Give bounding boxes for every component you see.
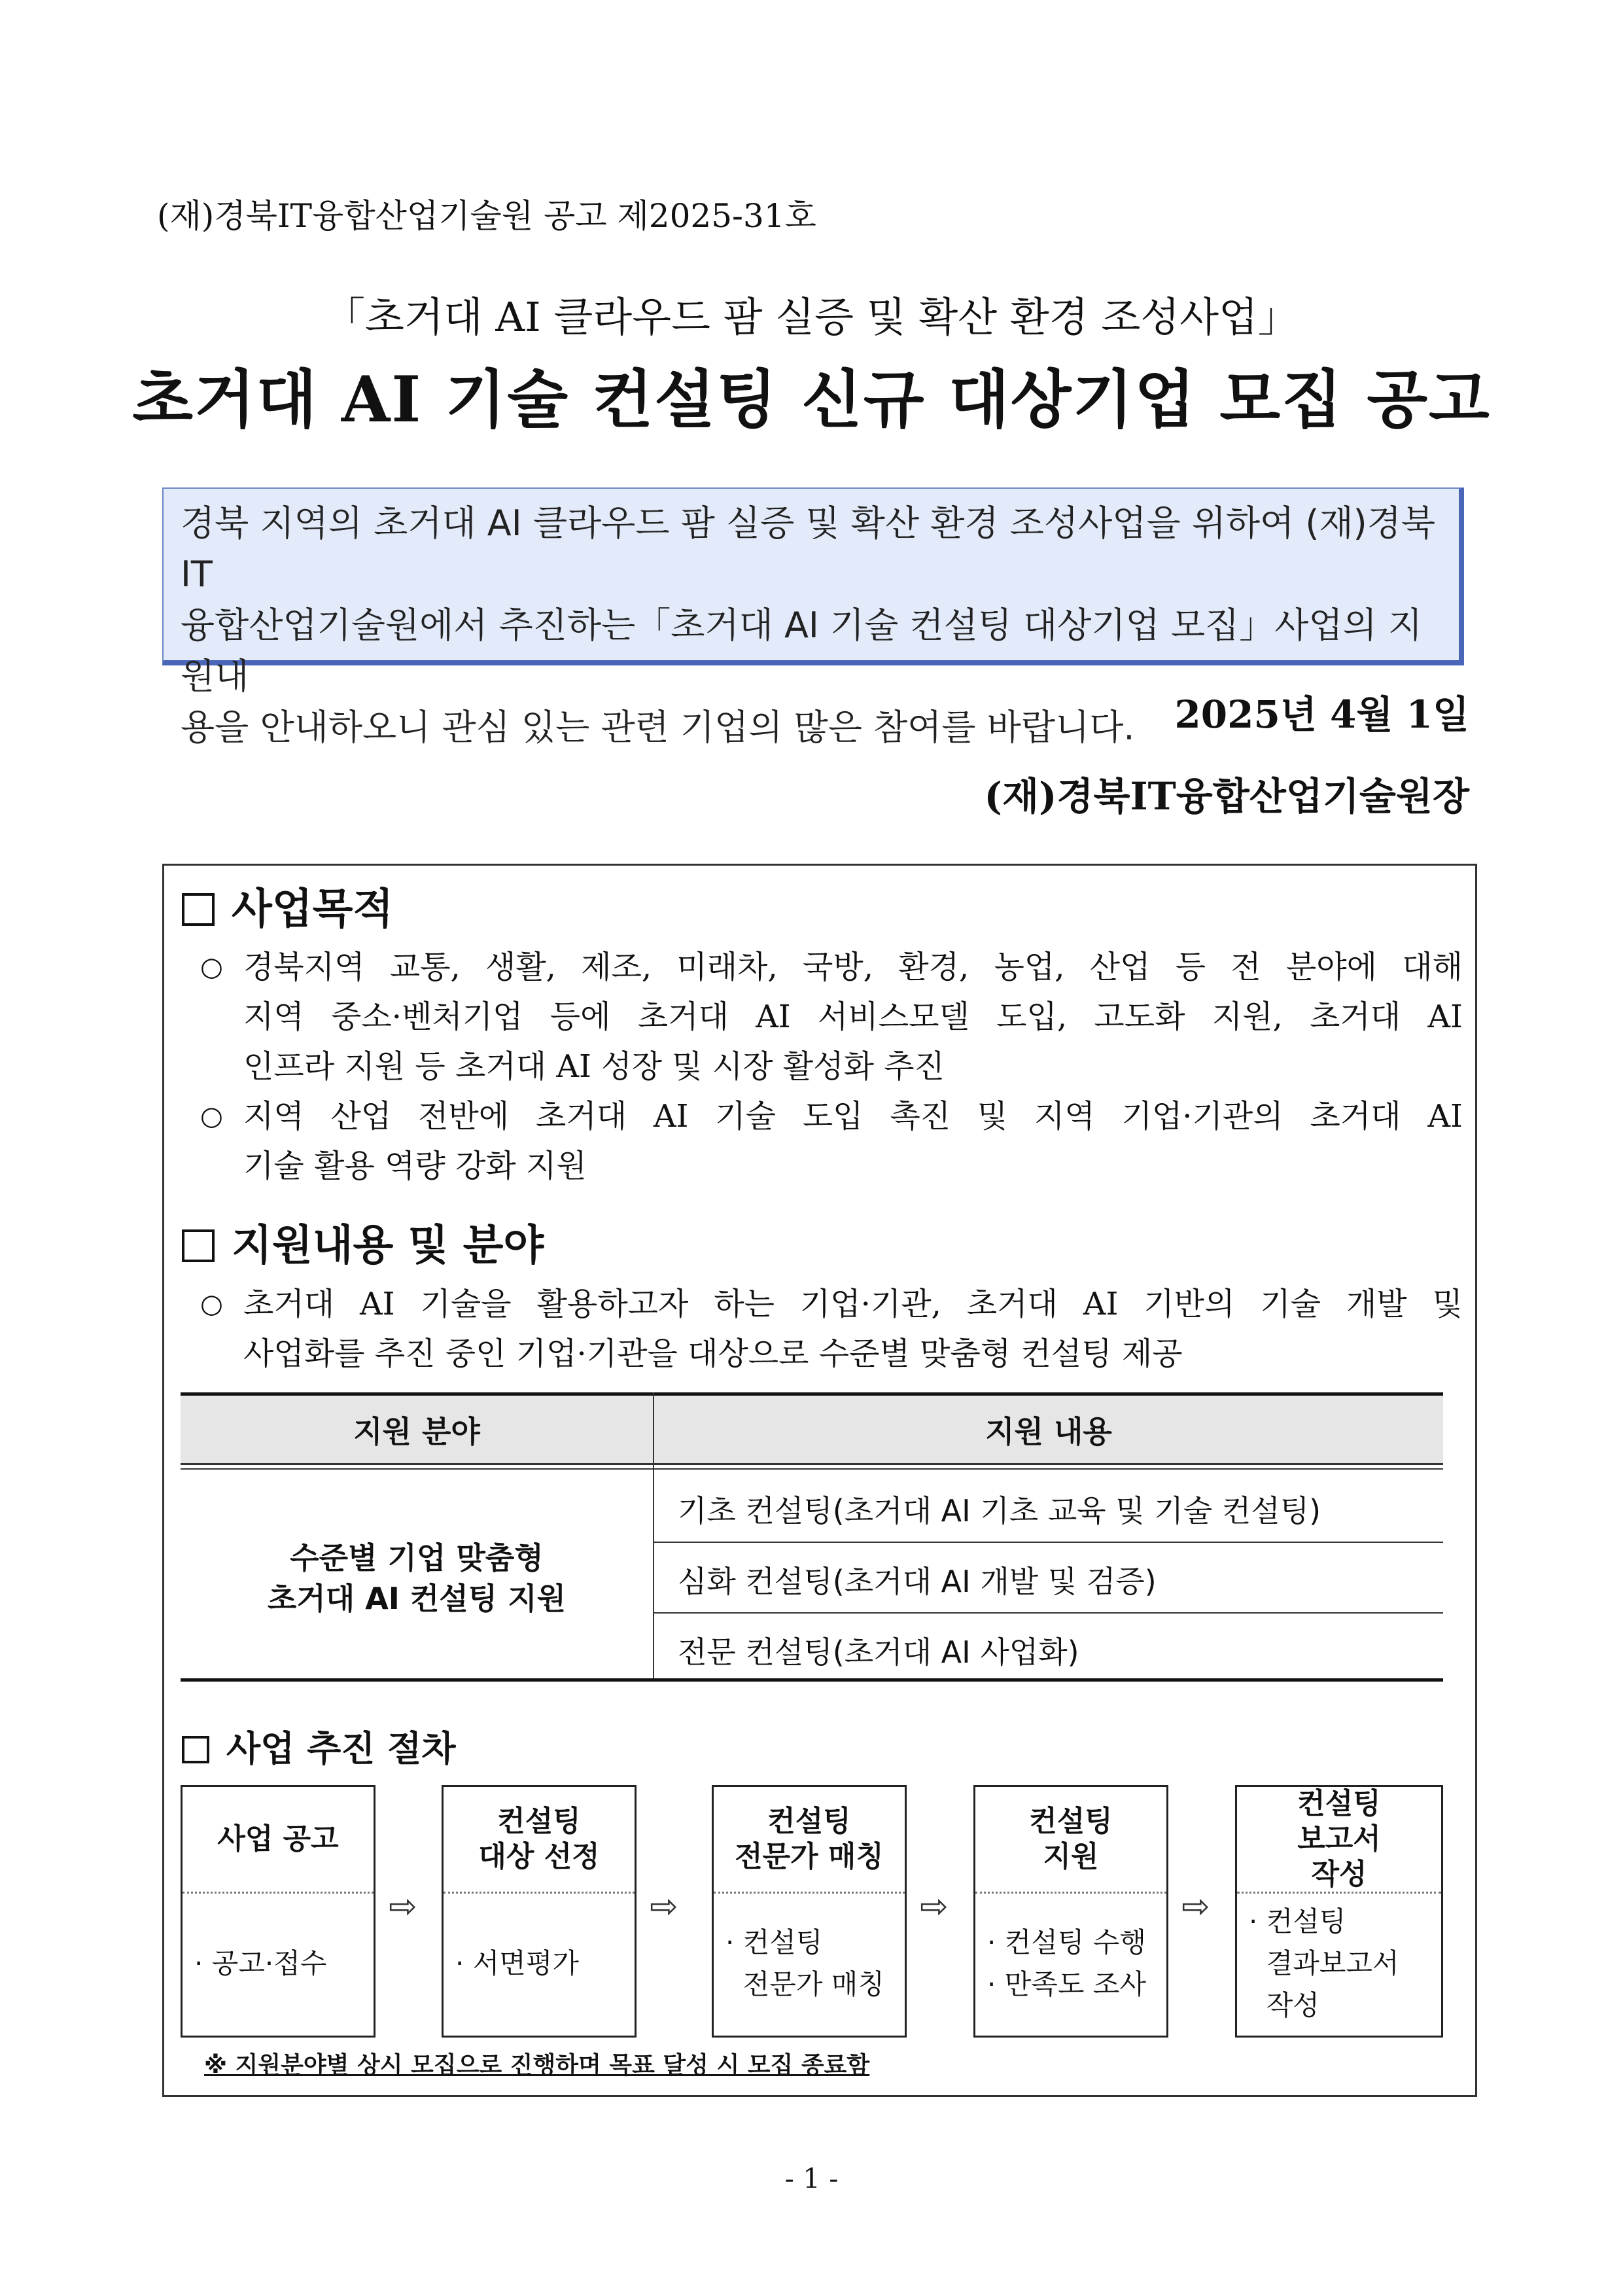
arrow-right-icon: ⇨ [920, 1887, 949, 1926]
support-bullet [200, 1279, 1463, 1379]
notice-date: 2025년 4월 1일 [1174, 692, 1469, 737]
procedure-step-title: 사업 공고 [183, 1787, 374, 1894]
section-heading-procedure: 사업 추진 절차 [182, 1721, 456, 1771]
purpose-bullet-line: 지역 산업 전반에 초거대 AI 기술 도입 촉진 및 지역 기업·기관의 초거대 AI [243, 1098, 1463, 1135]
purpose-bullet-line: 지역 중소·벤처기업 등에 초거대 AI 서비스모델 도입, 고도화 지원, 초거대 AI [243, 998, 1463, 1035]
purpose-bullet-1 [200, 942, 1463, 1091]
purpose-bullet-line: 인프라 지원 등 초거대 AI 성장 및 시장 활성화 추진 [243, 1048, 945, 1085]
checkbox-square-icon [182, 1229, 215, 1262]
procedure-step-body: · 서면평가 [455, 1947, 579, 1979]
issuer-name: (재)경북IT융합산업기술원장 [984, 774, 1469, 819]
section-heading-purpose: 사업목적 [182, 875, 393, 936]
support-table [181, 1392, 1443, 1682]
procedure-step-title: 컨설팅 전문가 매칭 [714, 1787, 905, 1894]
procedure-step-title: 컨설팅 지원 [975, 1787, 1166, 1894]
intro-line: 용을 안내하오니 관심 있는 관련 기업의 많은 참여를 바랍니다. [181, 707, 1135, 748]
procedure-step-title: 컨설팅 보고서 작성 [1237, 1787, 1441, 1894]
table-content-cell: 전문 컨설팅(초거대 AI 사업화) [678, 1634, 1079, 1670]
page-title: 초거대 AI 기술 컨설팅 신규 대상기업 모집 공고 [132, 362, 1491, 436]
table-row-divider [654, 1612, 1443, 1614]
arrow-right-icon: ⇨ [389, 1887, 417, 1926]
page-number: - 1 - [784, 2163, 839, 2195]
procedure-step-body: · 컨설팅 결과보고서 작성 [1249, 1905, 1399, 2021]
purpose-bullet-line: 경북지역 교통, 생활, 제조, 미래차, 국방, 환경, 농업, 산업 등 전 분야에 대해 [243, 949, 1463, 985]
checkbox-square-icon [182, 1736, 209, 1763]
table-bottom-rule [181, 1678, 1443, 1682]
table-content-cell: 기초 컨설팅(초거대 AI 기초 교육 및 기술 컨설팅) [678, 1493, 1321, 1528]
table-header-rule [181, 1468, 1443, 1470]
procedure-step [181, 1785, 375, 2038]
table-top-rule [181, 1392, 1443, 1396]
table-header-rule [181, 1463, 1443, 1465]
procedure-step [973, 1785, 1168, 2038]
purpose-bullet-line: 기술 활용 역량 강화 지원 [243, 1148, 587, 1184]
table-header-field: 지원 분야 [353, 1414, 480, 1449]
circle-bullet-icon: ○ [200, 1289, 223, 1319]
table-field-cell: 수준별 기업 맞춤형 초거대 AI 컨설팅 지원 [267, 1540, 567, 1616]
table-row-divider [654, 1542, 1443, 1543]
procedure-step-body: · 컨설팅 수행 · 만족도 조사 [987, 1926, 1146, 2000]
arrow-right-icon: ⇨ [650, 1887, 678, 1926]
table-content-cell: 심화 컨설팅(초거대 AI 개발 및 검증) [678, 1564, 1157, 1599]
purpose-bullet-2 [200, 1091, 1463, 1191]
procedure-step [1235, 1785, 1443, 2038]
procedure-step [442, 1785, 637, 2038]
procedure-step-title: 컨설팅 대상 선정 [444, 1787, 635, 1894]
table-header-content: 지원 내용 [985, 1414, 1112, 1449]
procedure-step [712, 1785, 907, 2038]
procedure-step-body: · 컨설팅 전문가 매칭 [725, 1926, 884, 2000]
procedure-step-body: · 공고·접수 [194, 1947, 327, 1979]
notice-number: (재)경북IT융합산업기술원 공고 제2025-31호 [157, 197, 816, 235]
recruitment-note: ※ 지원분야별 상시 모집으로 진행하며 목표 달성 시 모집 종료함 [204, 2052, 870, 2079]
intro-line: 융합산업기술원에서 추진하는「초거대 AI 기술 컨설팅 대상기업 모집」사업의 지원내 [181, 605, 1423, 697]
checkbox-square-icon [182, 893, 215, 926]
support-bullet-line: 초거대 AI 기술을 활용하고자 하는 기업·기관, 초거대 AI 기반의 기술 개발 및 [243, 1286, 1463, 1322]
circle-bullet-icon: ○ [200, 1101, 223, 1131]
support-bullet-line: 사업화를 추진 중인 기업·기관을 대상으로 수준별 맞춤형 컨설팅 제공 [243, 1335, 1183, 1372]
intro-line: 경북 지역의 초거대 AI 클라우드 팜 실증 및 확산 환경 조성사업을 위하여 (재)경북IT [181, 503, 1436, 595]
arrow-right-icon: ⇨ [1181, 1887, 1210, 1926]
project-subtitle: 「초거대 AI 클라우드 팜 실증 및 확산 환경 조성사업」 [324, 293, 1299, 341]
circle-bullet-icon: ○ [200, 952, 223, 982]
section-heading-support: 지원내용 및 분야 [182, 1212, 544, 1272]
